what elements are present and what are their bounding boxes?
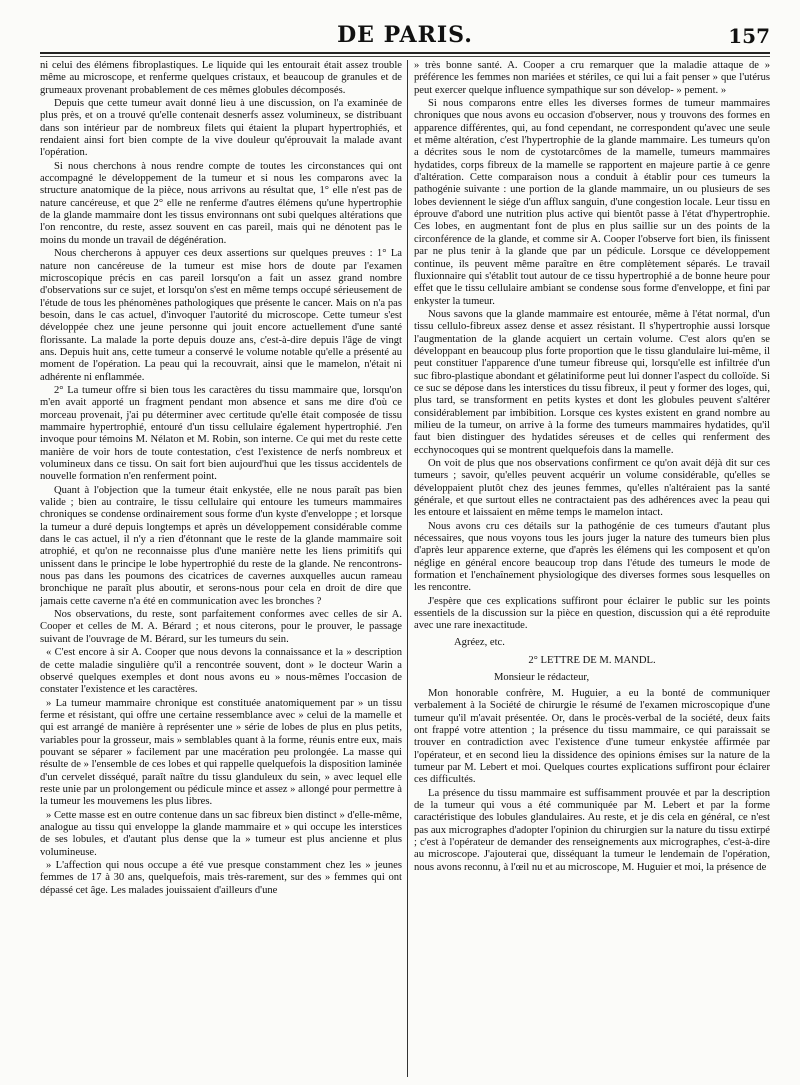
page-header bbox=[40, 16, 770, 50]
masthead-title: DE PARIS. bbox=[337, 22, 473, 48]
page-number: 157 bbox=[728, 24, 770, 48]
header-rule bbox=[40, 52, 770, 54]
left-column-paragraph: » Cette masse est en outre contenue dans un sac fibreux bien distinct » d'elle-même, analogue au tissu qui enveloppe la glande mammaire et » qui occupe les interstices de ses lobules, et d'autant plus dense que la » tumeur est plus ancienne et plus volumineuse. bbox=[40, 809, 402, 858]
right-column-paragraph: 2° LETTRE DE M. MANDL. bbox=[528, 655, 656, 667]
right-column-paragraph: » très bonne santé. A. Cooper a cru remarquer que la maladie attaque de » préférence les femmes non mariées et stériles, ce qui lui a fait penser » que l'utérus peut exercer quelque influence sympathique sur son dévelop- » pement. » bbox=[414, 60, 770, 96]
right-column-paragraph: Nous avons cru ces détails sur la pathogénie de ces tumeurs d'autant plus nécessaires, que nous voyons tous les jours juger la nature des tumeurs bien plus d'après leur apparence externe, que d'après les élémens qui les composent et qu'on néglige en général encore beaucoup trop dans l'étude des tumeurs le mode de formation et l'enchaînement physiologique des diverses formes sous lesquelles on les rencontre. bbox=[414, 520, 770, 594]
column-divider bbox=[407, 60, 408, 1077]
right-column-paragraph: Si nous comparons entre elles les diverses formes de tumeur mammaires chroniques que nous avons eu occasion d'observer, nous y trouvons des formes en apparence différentes, qui, au fond cependant, ne correspondent qu'avec une seule et même altération, c'est l'hypertrophie de la glande mammaire. Les tumeurs qu'on a décrites sous le nom de cystotarcômes de la mamelle, tumeurs mammaires hydatides, corps fibreux de la mamelle se rapportent en majeure partie à ce genre d'altération. Cette comparaison nous a conduit à établir pour ces tumeurs la pathogénie suivante : une portion de la glande mammaire, un ou plusieurs de ses lobes deviennent le siége d'un afflux sanguin, d'une congestion locale. Leur tissu en éprouve d'abord une nutrition plus active qui bientôt passe à l'état d'hypertrophie. Ces lobes, en augmentant font de plus en plus saillie sur un des points de la circonférence de la glande, et comme sir A. Cooper l'observe fort bien, ils finissent par ne plus tenir à la glande que par un pédicule. Lorsque ce développement continue, ils peuvent même paraître en être complètement séparés. Le travail fluxionnaire qui s'établit tout autour de ce tissu hypertrophié a de bonne heure pour effet que le tissu cellulaire ambiant se condense sous forme d'enveloppe, et fini par enkyster la tumeur. bbox=[414, 98, 770, 307]
left-column-paragraph: Nous chercherons à appuyer ces deux assertions sur quelques preuves : 1° La nature non cancéreuse de la tumeur est mise hors de doute par l'examen microscopique précis en cas pareil lorsqu'on a fait un assez grand nombre d'observations sur ce sujet, et lorsqu'on s'est en même temps occupé sérieusement de l'étude de tous les phénomènes pathologiques que présente le cancer. Mais on n'a pas besoin, dans le cas actuel, d'invoquer l'autorité du microscope. Cette tumeur s'est développée chez une jeune personne qui jouit encore actuellement d'une santé florissante. La malade la porte depuis douze ans, c'est-à-dire depuis l'âge de vingt ans. Depuis huit ans, cette tumeur a conservé le volume notable qu'elle a présenté au moment de l'opération. La peau qui la recouvrait, ainsi que le mamelon, n'était ni adhérente ni enflammée. bbox=[40, 248, 402, 383]
left-column-paragraph: Nos observations, du reste, sont parfaitement conformes avec celles de sir A. Cooper et celles de M. A. Bérard ; et nous citerons, pour le prouver, le passage suivant de l'ouvrage de M. Bérard, sur les tumeurs du sein. bbox=[40, 609, 402, 645]
right-column bbox=[414, 60, 770, 1077]
right-column-paragraph: Nous savons que la glande mammaire est entourée, même à l'état normal, d'un tissu cellulo-fibreux assez dense et assez résistant. Il s'hypertrophie aussi lorsque l'augmentation de la glande acquiert un certain volume. C'est alors qu'en se développant en beaucoup plus forte proportion que le tissu glandulaire lui-même, il peut constituer l'apparence d'une tumeur fibreuse qui, lorsqu'elle est infiltrée d'un suc fibro-plastique abondant et gélatiniforme peut lui donner l'aspect du colloïde. Si ce suc se dépose dans les interstices du tissu fibreux, il peut y former des loges, qui, plus tard, se transforment en petits kystes et dont les globules peuvent s'altérer considérablement par imbibition. Lorsque ces kystes existent en grand nombre au milieu de la tumeur, on arrive à la forme des tumeurs mammaires hydatides, qu'il faut bien distinguer des hydatides séreuses et de celles qui renferment des ecchynocoques qui se montrent quelquefois dans la mamelle. bbox=[414, 308, 770, 456]
left-column-paragraph: Quant à l'objection que la tumeur était enkystée, elle ne nous paraît pas bien valide ; bien au contraire, le tissu cellulaire qui entoure les tumeurs mammaires chroniques se condense ordinairement sous forme d'un kyste d'enveloppe ; et lorsque la tumeur a duré depuis longtemps et après un développement considérable comme dans le cas actuel, il n'y a rien d'étonnant que le reste de la glande mammaire soit atrophié, et qu'on ne reconnaisse plus d'une manière nette les liens primitifs qui unissent dans le principe le lobe hypertrophié du reste de la glande. Ne rencontrons-nous pas dans les poumons des cicatrices de cavernes auxquelles aucun rameau bronchique ne paraît plus aboutir, et serons-nous pour cela en droit de dire que jamais cette caverne n'a été en communication avec les bronches ? bbox=[40, 484, 402, 607]
right-column-paragraph: La présence du tissu mammaire est suffisamment prouvée et par la description de la tumeur qui vous a été communiquée par M. Lebert et par la forme caractéristique des lobules glandulaires. Au reste, et je dis cela en général, ce n'est pas aux micrographes d'adopter l'opinion du chirurgien sur la nature du tissu extirpé ; c'est à l'opérateur de demander des renseignements aux micrographes, c'est-à-dire au microscope. J'ajouterai que, disséquant la tumeur le lendemain de l'opération, nous avons reconnu, à l'œil nu et au microscope, M. Huguier et moi, la présence de bbox=[414, 787, 770, 873]
left-column-paragraph: » L'affection qui nous occupe a été vue presque constamment chez les » jeunes femmes de 17 à 30 ans, quelquefois, mais très-rarement, sur des » femmes qui ont dépassé cet âge. Les malades jouissaient d'ailleurs d'une bbox=[40, 860, 402, 896]
right-column-paragraph: Monsieur le rédacteur, bbox=[494, 671, 590, 683]
right-column-paragraph: Agréez, etc. bbox=[454, 636, 505, 648]
left-column-paragraph: 2° La tumeur offre si bien tous les caractères du tissu mammaire que, lorsqu'on m'en avait apporté un fragment pendant mon absence et sans me dire d'où ce morceau provenait, j'ai pu déterminer avec certitude qu'elle était composée de tissu mammaire hypertrophié, entouré d'un tissu cellulaire également hypertrophié. J'en invoque pour témoins M. Nélaton et M. Robin, son interne. Ce qui met du reste cette manière de voir hors de toute contestation, c'est l'existence de nerfs nombreux et volumineux dans ce tissu. On sait fort bien aujourd'hui que les tissus accidentels de nouvelle formation n'en renferment point. bbox=[40, 384, 402, 483]
right-column-paragraph: J'espère que ces explications suffiront pour éclairer le public sur les points essentiels de la discussion sur la pièce en question, discussion qui a été reproduite avec une rare inexactitude. bbox=[414, 595, 770, 632]
left-column-paragraph: ni celui des élémens fibroplastiques. Le liquide qui les entourait était assez trouble même au microscope, et renferme quelques cristaux, et beaucoup de granules et de grumeaux provenant probablement de ces mêmes globules décomposés. bbox=[40, 60, 402, 96]
right-column-paragraph: Mon honorable confrère, M. Huguier, a eu la bonté de communiquer verbalement à la Société de chirurgie le résumé de l'examen microscopique d'une tumeur qu'il m'avait présentée. Or, dans le procès-verbal de la société, deux faits ont frappé votre attention ; la présence du tissu mammaire, ce qui paraissait se trouver en contradiction avec l'existence d'une tumeur enkystée affirmée par l'opérateur, et en second lieu la dissidence des opinions émises sur la nature de la tumeur par M. Lebert et moi. Quelques courtes explications suffiront pour éclairer ces difficultés. bbox=[414, 687, 770, 786]
header-rule-thin bbox=[40, 56, 770, 57]
left-column bbox=[40, 60, 402, 1077]
left-column-paragraph: Depuis que cette tumeur avait donné lieu à une discussion, on l'a examinée de plus près, et on a trouvé qu'elle contenait desnerfs assez volumineux, se distribuant dans son intérieur par de nombreux filets qui étaient la plupart hypertrophiés, et rendaient ainsi fort bien compte de la vive douleur qu'éprouvait la malade avant l'opération. bbox=[40, 98, 402, 159]
left-column-paragraph: » La tumeur mammaire chronique est constituée anatomiquement par » un tissu ferme et résistant, qui offre une certaine ressemblance avec » celui de la mamelle et qui est arrangé de manière à représenter une » série de lobes de plus en plus petits, variables pour la grosseur, mais » semblables quant à la forme, réunis entre eux, mais pouvant se séparer » facilement par une macération peu prolongée. La masse qui résulte de » l'ensemble de ces lobes et qui rappelle quelquefois la disposition laminée d'un cervelet disséqué, paraît naître du tissu glanduleux du sein, » avec lequel elle reste unie par un prolongement ou pédicule mince et assez » allongé pour permettre à la tumeur les mouvemens les plus libres. bbox=[40, 697, 402, 808]
left-column-paragraph: Si nous cherchons à nous rendre compte de toutes les circonstances qui ont accompagné le développement de la tumeur et si nous les comparons avec la structure anatomique de la pièce, nous arrivons au résultat que, 1° elle n'est pas de nature cancéreuse, et que 2° elle ne renferme d'autres élémens qu'une hypertrophie de la glande mammaire dont les tissus environnans ont subi quelques altérations que l'on rencontre, du reste, assez souvent en cas pareil, mais qui ne dénotent pas le moins du monde un travail de dégénération. bbox=[40, 160, 402, 246]
left-column-paragraph: « C'est encore à sir A. Cooper que nous devons la connaissance et la » description de cette maladie singulière qu'il a rencontrée souvent, dont » le docteur Warin a observé quelques exemples et dont nous avons eu » nous-mêmes l'occasion de constater l'existence et les caractères. bbox=[40, 647, 402, 696]
right-column-paragraph: On voit de plus que nos observations confirment ce qu'on avait déjà dit sur ces tumeurs ; savoir, qu'elles peuvent acquérir un volume considérable, qu'elles se développaient plutôt chez des jeunes femmes, qu'elles n'altéraient pas la santé générale, et que surtout elles ne contractaient pas des adhérences avec la peau qui les entoure et laissaient en même temps le mamelon intact. bbox=[414, 458, 770, 519]
